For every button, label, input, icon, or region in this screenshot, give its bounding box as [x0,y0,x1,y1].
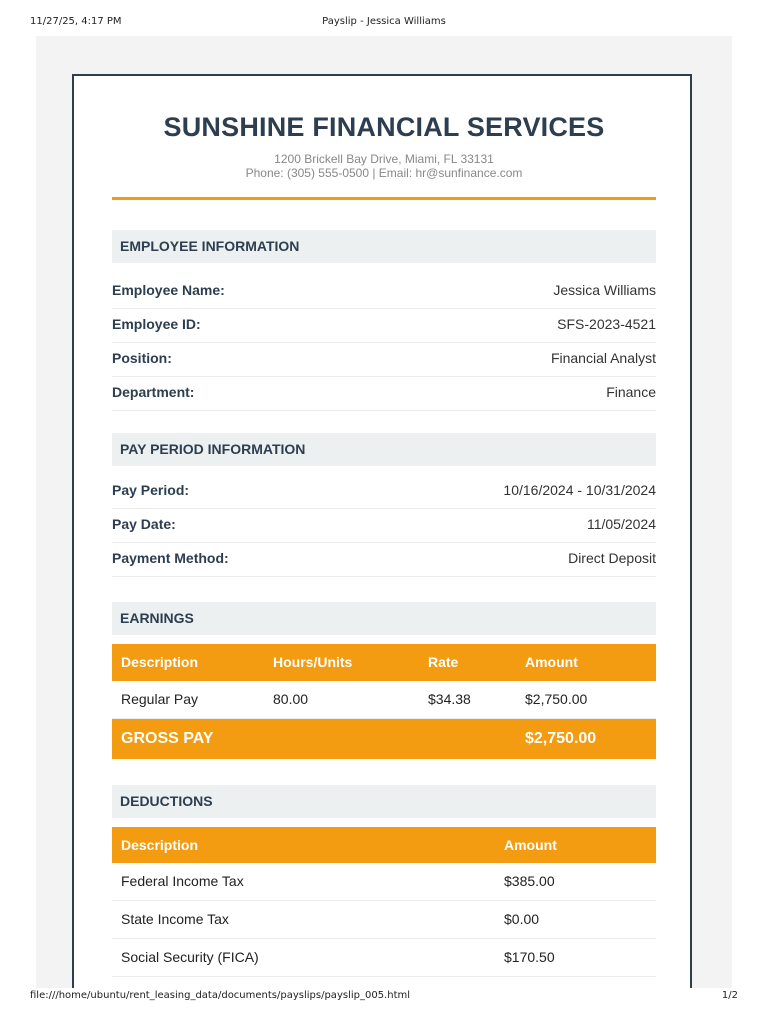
gross-pay-amount: $2,750.00 [525,730,597,747]
company-name: SUNSHINE FINANCIAL SERVICES [163,112,605,142]
info-value: Financial Analyst [550,350,656,366]
gross-pay-label: GROSS PAY [121,730,214,747]
earning-hours: 80.00 [273,691,309,707]
info-row-pay-period [112,475,656,509]
table-row [112,681,656,719]
section-header-earnings: EARNINGS [112,602,656,635]
earnings-section [112,602,656,762]
deduction-description: Social Security (FICA) [121,949,259,965]
info-label: Pay Date: [112,516,176,532]
company-contact: Phone: (305) 555-0500 | Email: hr@sunfinance.com [245,166,523,180]
earning-rate: $34.38 [428,691,471,707]
payslip-document [72,74,692,988]
deduction-amount: $0.00 [504,911,540,927]
deduction-description: Federal Income Tax [121,873,244,889]
info-label: Position: [112,350,172,366]
column-header-description: Description [121,837,199,853]
column-header-rate: Rate [428,654,459,670]
deduction-description: State Income Tax [121,911,229,927]
column-header-amount: Amount [504,837,557,853]
info-label: Employee Name: [112,282,225,298]
pay-period-section [112,433,656,583]
info-value: Finance [606,384,656,400]
column-header-hours: Hours/Units [273,654,353,670]
gross-pay-row [112,719,656,759]
earnings-table-header [112,644,656,681]
header-divider [112,197,656,200]
info-row-employee-id [112,309,656,343]
print-header [0,16,768,36]
earning-description: Regular Pay [121,691,199,707]
deduction-amount: $385.00 [504,873,555,889]
column-header-description: Description [121,654,199,670]
print-page-number: 1/2 [721,990,738,1001]
table-row [112,863,656,901]
info-row-employee-name [112,275,656,309]
info-label: Department: [112,384,195,400]
info-value: Jessica Williams [553,282,656,298]
section-header-pay-period: PAY PERIOD INFORMATION [112,433,656,466]
info-row-department [112,377,656,411]
employee-section [112,230,656,410]
info-row-pay-date [112,509,656,543]
print-footer [0,990,768,1010]
info-label: Pay Period: [112,482,190,498]
section-header-deductions: DEDUCTIONS [112,785,656,818]
page-background [36,36,732,988]
table-row [112,939,656,977]
table-row [112,901,656,939]
deduction-amount: $170.50 [504,949,555,965]
info-value: 11/05/2024 [586,516,656,532]
info-row-position [112,343,656,377]
info-label: Payment Method: [112,550,229,566]
info-value: Direct Deposit [568,550,656,566]
column-header-amount: Amount [525,654,578,670]
company-address: 1200 Brickell Bay Drive, Miami, FL 33131 [274,152,494,166]
section-header-employee: EMPLOYEE INFORMATION [112,230,656,263]
deductions-section [112,785,656,985]
print-datetime: 11/27/25, 4:17 PM [30,16,122,27]
info-row-payment-method [112,543,656,577]
info-value: 10/16/2024 - 10/31/2024 [503,482,656,498]
print-title: Payslip - Jessica Williams [322,16,446,27]
deductions-table-header [112,827,656,863]
info-value: SFS-2023-4521 [557,316,656,332]
info-label: Employee ID: [112,316,201,332]
company-header [112,76,656,206]
earning-amount: $2,750.00 [525,691,588,707]
print-url: file:///home/ubuntu/rent_leasing_data/documents/payslips/payslip_005.html [30,990,411,1001]
